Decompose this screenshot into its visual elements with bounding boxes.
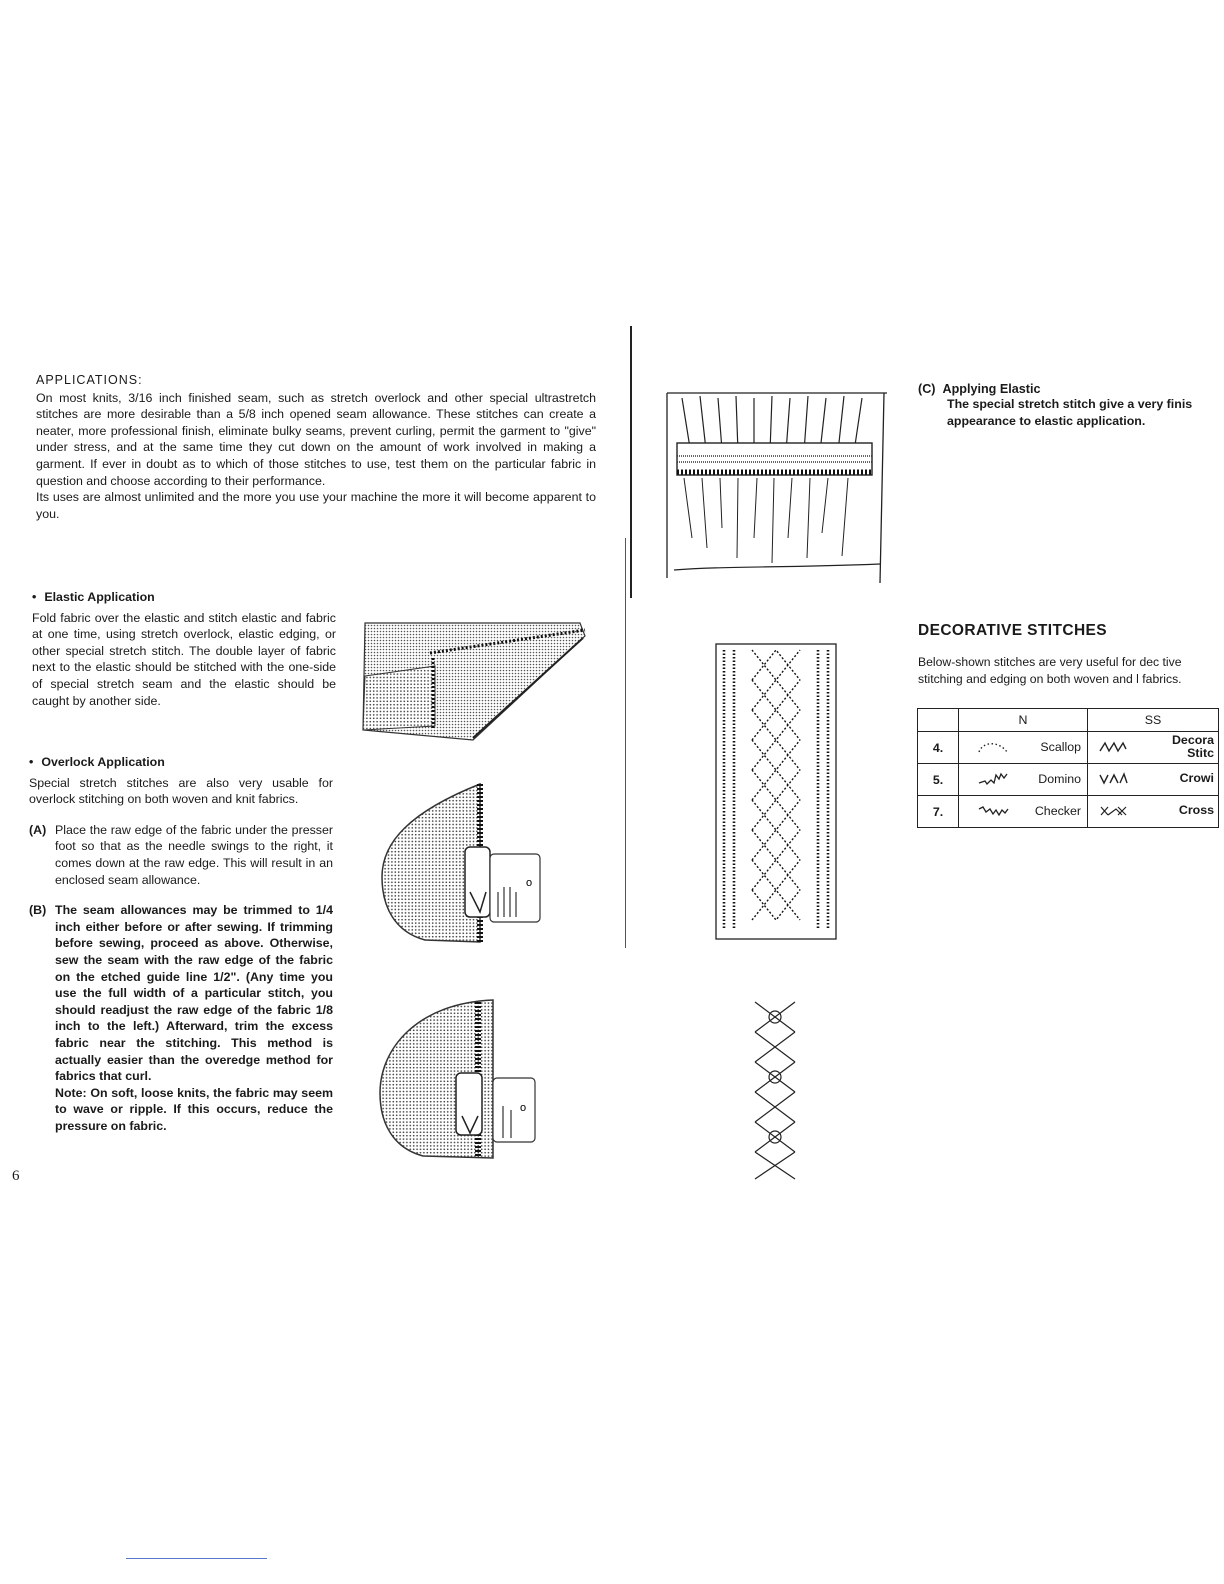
elastic-fabric-illustration [355,618,590,748]
bullet-icon: • [29,755,34,769]
table-header-blank [918,709,959,732]
table-row [918,732,1219,764]
applying-elastic-section [918,382,1208,430]
fold-line-bottom [625,538,626,948]
stitch-name-n: Domino [1038,772,1081,786]
overlock-illustration-a [380,782,545,947]
step-b-text: The seam allowances may be trimmed to 1/4 inch either before or after sewing. If trimming before sewing, proceed as above. Otherwise, sew the seam with the raw edge of the fabric on the etched guide line 1/2". (Any time you use the full width of a particular stitch, you should readjust the raw edge of the fabric 1/8 inch to the left.) Afterward, trim the excess fabric near the stitching. This method is actually easier than the overedge method for fabrics that curl. [55,903,333,1084]
row-number: 5. [918,764,959,796]
table-header-row [918,709,1219,732]
step-a-text: Place the raw edge of the fabric under the presser foot so that as the needle swings to the right, it comes down at the raw edge. This will result in an enclosed seam allowance. [55,822,333,887]
elastic-application-heading: Elastic Application [44,590,155,604]
step-b-label: (B) [29,903,47,918]
stitch-name-n: Scallop [1040,740,1081,754]
page-number: 6 [12,1168,20,1184]
fold-line-top [630,326,632,598]
row-number: 7. [918,796,959,828]
applying-elastic-heading: Applying Elastic [942,382,1041,396]
applying-elastic-title [918,382,1208,396]
step-b-note: Note: On soft, loose knits, the fabric may seem to wave or ripple. If this occurs, reduce the pressure on fabric. [55,1085,333,1133]
applying-elastic-description: The special stretch stitch give a very finis appearance to elastic application. [947,397,1193,428]
checker-stitch-icon [977,803,1011,819]
cross-stitch-sample-illustration [750,994,805,1184]
step-b [29,902,333,1134]
scallop-stitch-icon [977,739,1011,755]
applying-elastic-label: (C) [918,382,936,396]
step-a [29,822,333,888]
decorative-stitch-table [917,708,1219,828]
decorative-stitches-title: DECORATIVE STITCHES [918,622,1108,639]
svg-text:o: o [520,1102,527,1114]
table-row [918,796,1219,828]
stitch-name-ss: Cross [1178,803,1214,817]
svg-text:o: o [526,877,533,889]
stitch-name-n: Checker [1034,804,1081,818]
stitch-name-ss: Crowi [1179,771,1214,785]
applications-heading: APPLICATIONS: [36,373,143,387]
table-row [918,764,1219,796]
crown-stitch-icon [1098,771,1128,787]
stitch-name-ss: Decora Stitc [1171,733,1214,760]
decorative-stitch-icon [1098,739,1128,755]
table-header-n: N [959,709,1088,732]
elastic-application-body: Fold fabric over the elastic and stitch elastic and fabric at one time, using stretch overlock, elastic edging, or other special stretch stitch. The double layer of fabric next to the elastic should be stitched with the one-side of special stretch seam and the elastic should be caught by another side. [32,610,336,708]
footer-rule [126,1558,267,1559]
overlock-application-title [29,754,333,771]
domino-stitch-icon [977,771,1011,787]
elastic-waist-illustration [662,388,887,588]
applications-paragraph-2: Its uses are almost unlimited and the more you use your machine the more it will become apparent to you. [36,490,596,521]
step-a-label: (A) [29,822,47,837]
applications-paragraph-1: On most knits, 3/16 inch finished seam, such as stretch overlock and other special ultrastretch stitches are more desirable than a 5/8 inch opened seam allowance. These stitches can create a neater, more professional finish, eliminate bulky seams, prevent curling, permit the garment to "give" under stress, and at the same time they cut down on the amount of work involved in making a garment. If ever in doubt as to which of those stitches to use, test them on the particular fabric in question and choose according to their performance. [36,390,596,488]
decorative-stitches-description: Below-shown stitches are very useful for dec tive stitching and edging on both woven and l fabrics. [918,655,1182,686]
bullet-icon: • [32,590,37,604]
cross-stitch-icon [1098,803,1128,819]
overlock-application-section [29,754,333,1134]
stretch-stitch-band-illustration [712,640,840,945]
elastic-application-title [32,589,336,606]
elastic-application-section [32,589,336,709]
table-header-ss: SS [1088,709,1219,732]
overlock-illustration-b [378,998,543,1163]
overlock-application-body: Special stretch stitches are also very usable for overlock stitching on both woven and knit fabrics. [29,775,333,807]
overlock-application-heading: Overlock Application [41,755,165,769]
applications-section [36,372,596,522]
row-number: 4. [918,732,959,764]
